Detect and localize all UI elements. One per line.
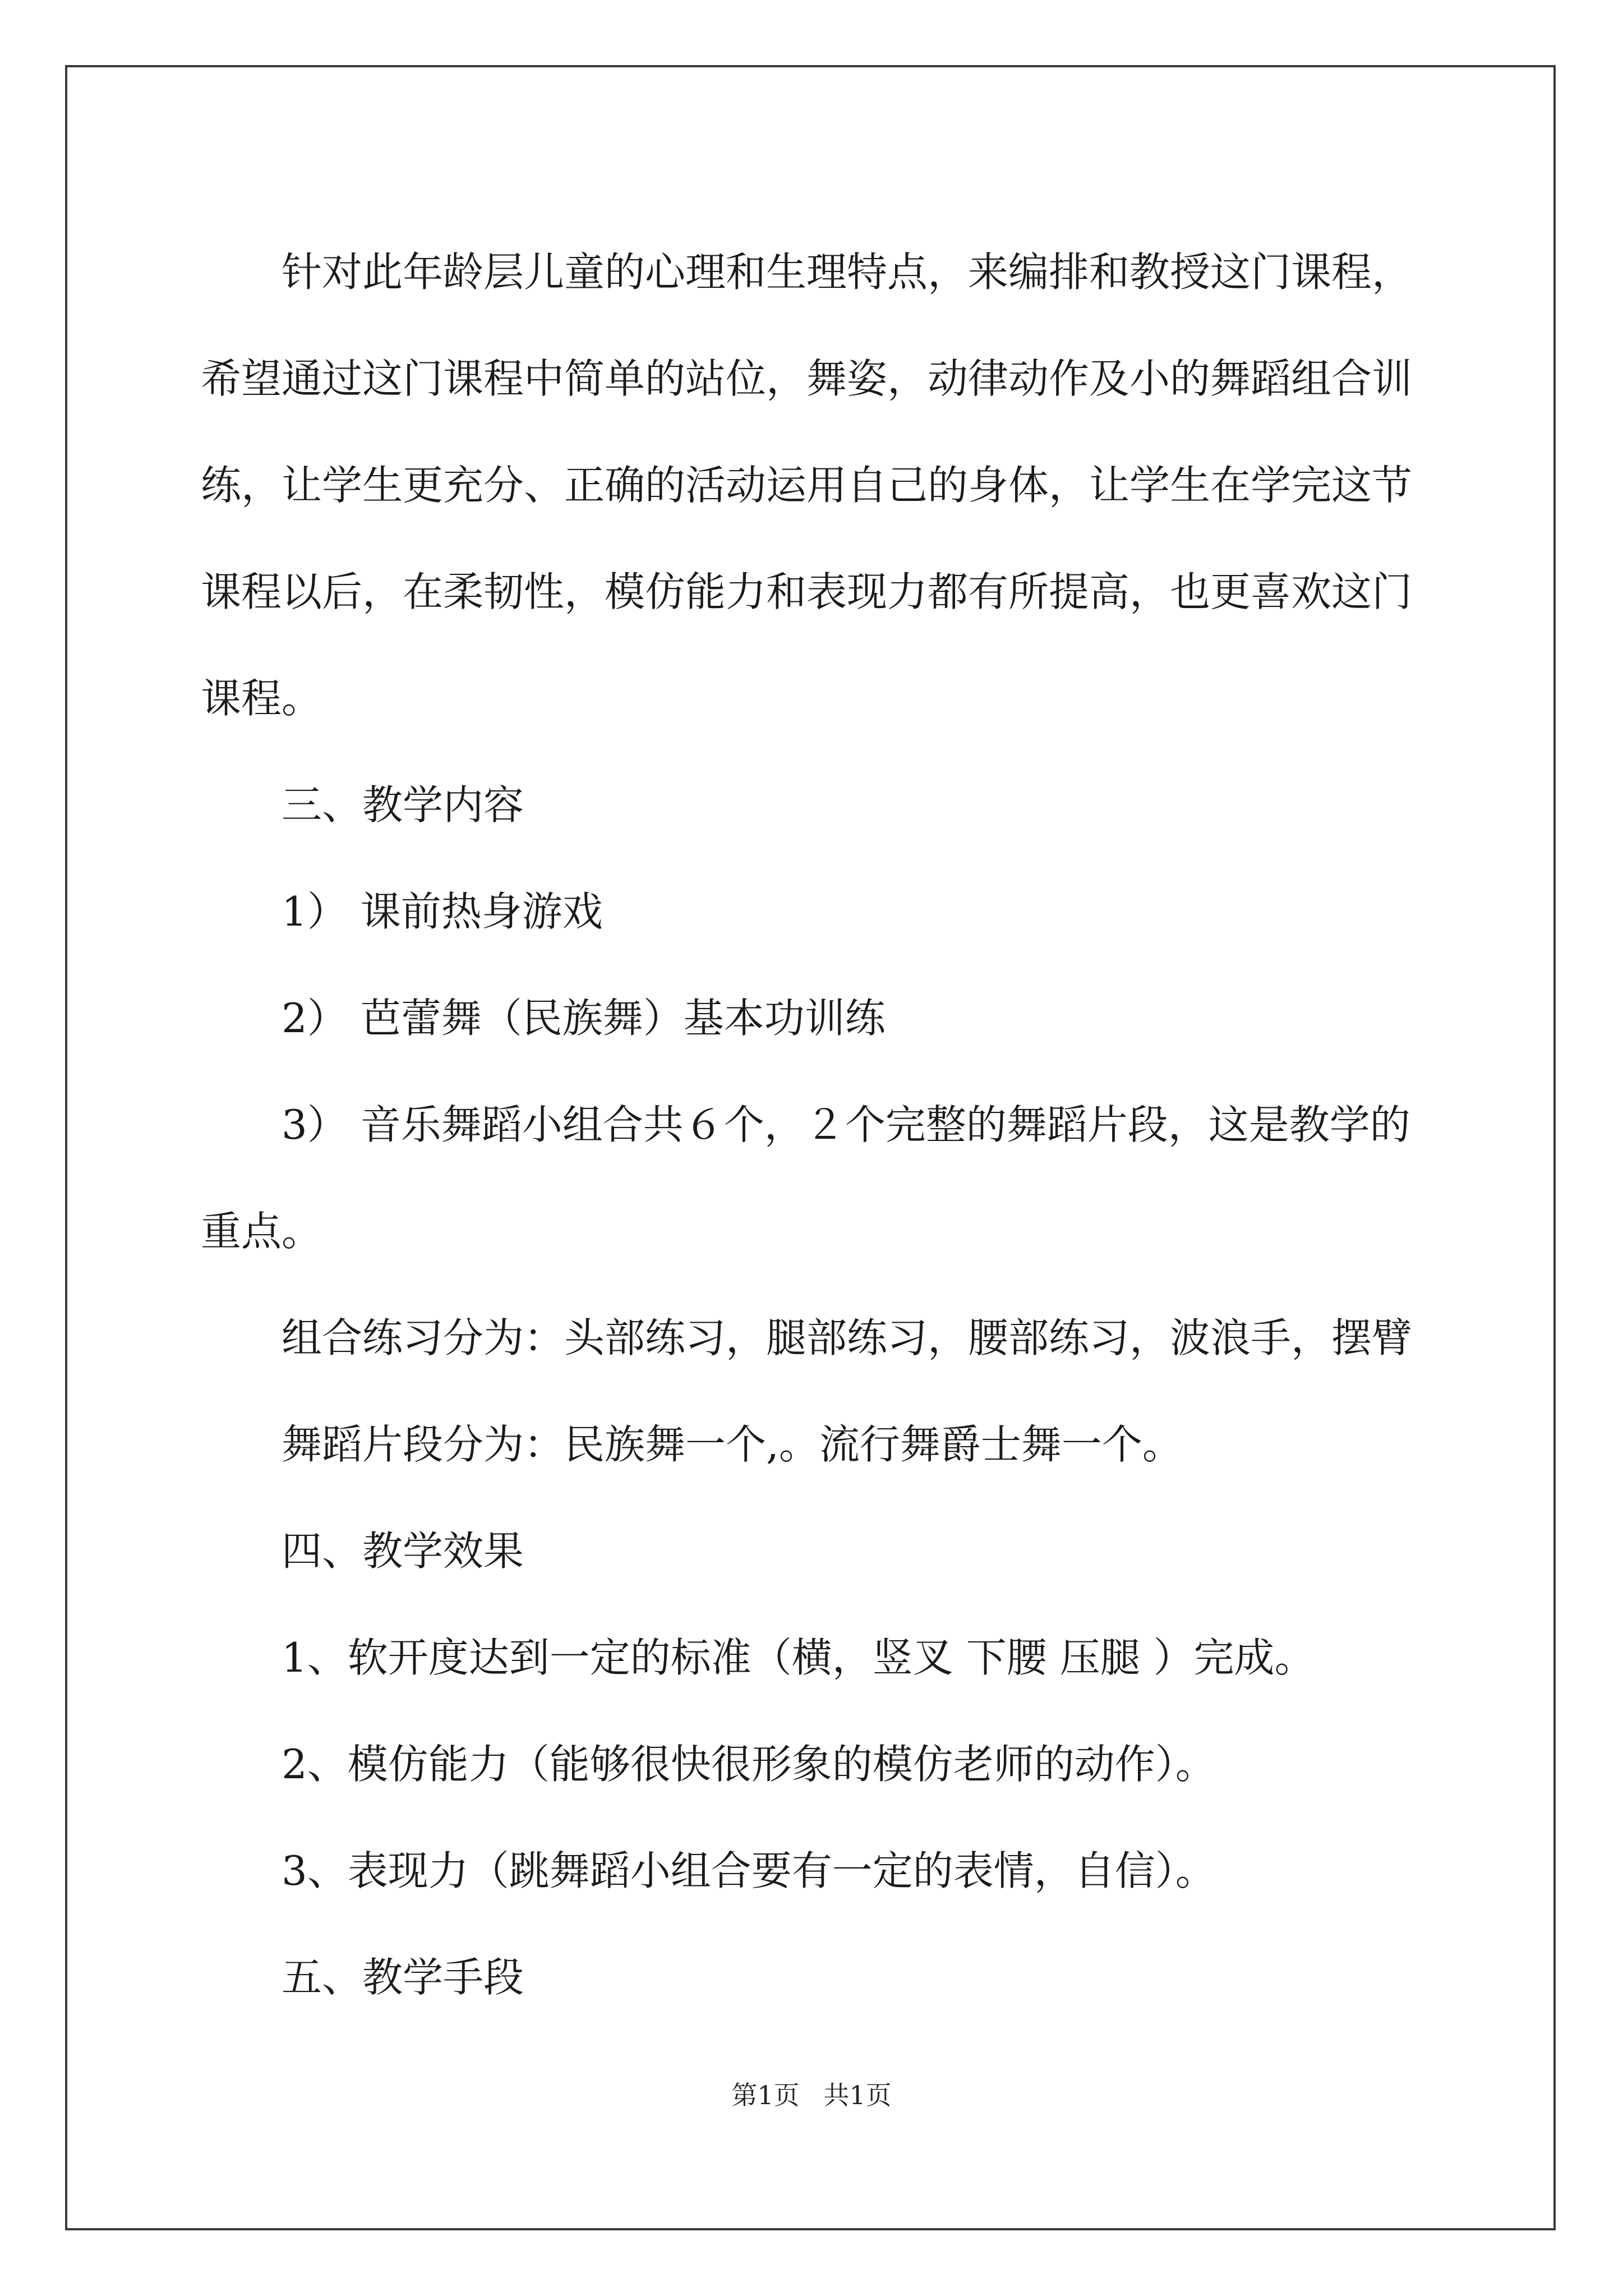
- list-item: 3、表现力（跳舞蹈小组合要有一定的表情，自信）。: [282, 1847, 1216, 1894]
- list-item: 2） 芭蕾舞（民族舞）基本功训练: [282, 995, 886, 1042]
- page-number: 第1页: [731, 2080, 800, 2110]
- list-item: 3） 音乐舞蹈小组合共６个，２个完整的舞蹈片段，这是教学的: [282, 1101, 1410, 1148]
- paragraph: 练，让学生更充分、正确的活动运用自己的身体，让学生在学完这节: [201, 462, 1413, 509]
- list-item: 1、软开度达到一定的标准（横，竖叉 下腰 压腿 ）完成。: [282, 1634, 1315, 1681]
- section-heading: 四、教学效果: [282, 1527, 524, 1575]
- paragraph: 重点。: [201, 1208, 322, 1255]
- list-item: 1） 课前热身游戏: [282, 888, 603, 935]
- page-total: 共1页: [823, 2080, 892, 2110]
- section-heading: 三、教学内容: [282, 781, 524, 829]
- paragraph: 针对此年龄层儿童的心理和生理特点，来编排和教授这门课程，: [282, 249, 1413, 296]
- paragraph: 课程以后，在柔韧性，模仿能力和表现力都有所提高，也更喜欢这门: [201, 568, 1413, 615]
- paragraph: 舞蹈片段分为：民族舞一个,。流行舞爵士舞一个。: [282, 1421, 1183, 1468]
- paragraph: 组合练习分为：头部练习，腿部练习，腰部练习，波浪手，摆臂: [282, 1314, 1413, 1361]
- list-item: 2、模仿能力（能够很快很形象的模仿老师的动作）。: [282, 1741, 1216, 1788]
- page-footer: [0, 2078, 1623, 2112]
- paragraph: 希望通过这门课程中简单的站位，舞姿，动律动作及小的舞蹈组合训: [201, 355, 1413, 402]
- paragraph: 课程。: [201, 675, 322, 722]
- section-heading: 五、教学手段: [282, 1954, 524, 2001]
- document-body: [201, 219, 1429, 2031]
